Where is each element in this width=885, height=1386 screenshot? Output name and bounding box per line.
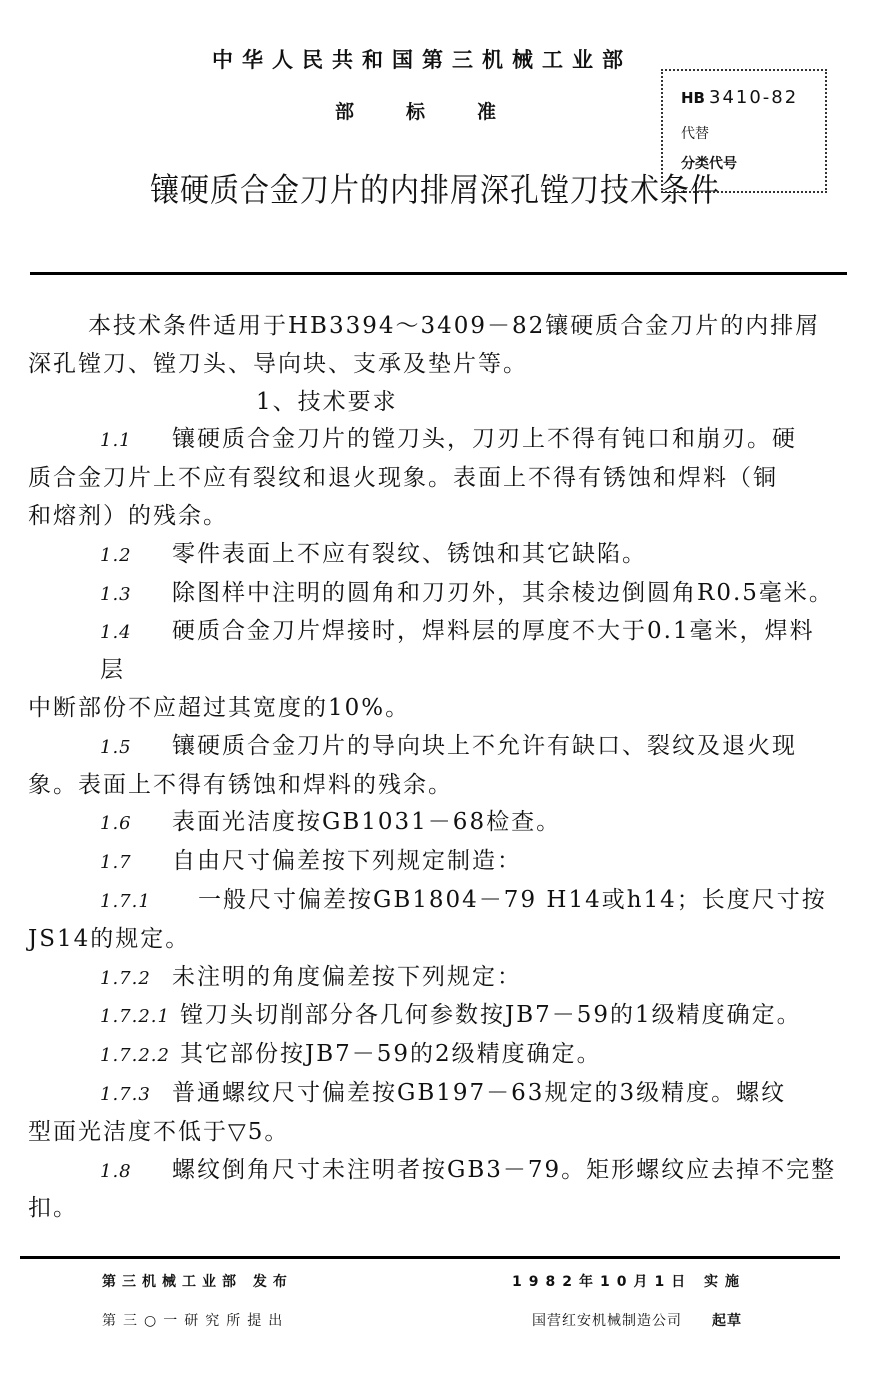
- footer-divider: [20, 1256, 840, 1259]
- clause-1-4: 1.4 硬质合金刀片焊接时，焊料层的厚度不大于0.1毫米，焊料层: [28, 613, 838, 690]
- standard-code: [681, 87, 798, 108]
- clause-1-7-1: 1.7.1 一般尺寸偏差按GB1804－79 H14或h14；长度尺寸按: [28, 882, 838, 921]
- clause-1-2: 1.2 零件表面上不应有裂纹、锈蚀和其它缺陷。: [28, 536, 838, 575]
- replaces-label: 代替: [681, 126, 709, 142]
- proposed-by: 第三○一研究所提出: [102, 1313, 290, 1329]
- clause-number: 1.7.3: [100, 1083, 151, 1105]
- code-number: 3410-82: [709, 87, 799, 108]
- clause-number: 1.7.2: [100, 967, 151, 989]
- clause-number: 1.1: [100, 430, 132, 452]
- clause-1-7: 1.7 自由尺寸偏差按下列规定制造：: [28, 843, 838, 882]
- clause-1-6: 1.6 表面光洁度按GB1031－68检查。: [28, 804, 838, 843]
- section-heading: 1、技术要求: [256, 388, 398, 415]
- header-divider: [30, 272, 847, 275]
- clause-number: 1.6: [100, 813, 132, 835]
- clause-1-7-2-2: 1.7.2.2 其它部份按JB7－59的2级精度确定。: [28, 1036, 838, 1075]
- standard-label-char: 准: [477, 101, 497, 123]
- clause-1-3: 1.3 除图样中注明的圆角和刀刃外，其余棱边倒圆角R0.5毫米。: [28, 575, 838, 614]
- issued-by: 第三机械工业部 发布: [102, 1274, 293, 1290]
- intro-paragraph-cont: 深孔镗刀、镗刀头、导向块、支承及垫片等。: [28, 350, 528, 377]
- standard-type-label: [335, 97, 548, 124]
- ministry-header: 中华人民共和国第三机械工业部: [212, 48, 632, 72]
- clause-1-7-2-1: 1.7.2.1 镗刀头切削部分各几何参数按JB7－59的1级精度确定。: [28, 997, 838, 1036]
- document-body: [28, 308, 838, 1228]
- clause-1-7-3: 1.7.3 普通螺纹尺寸偏差按GB197－63规定的3级精度。螺纹: [28, 1075, 838, 1114]
- clause-number: 1.7.2.1: [100, 1006, 170, 1028]
- drafted-label: 起草: [712, 1313, 742, 1329]
- clause-1-5-cont: 象。表面上不得有锈蚀和焊料的残余。: [28, 771, 453, 798]
- clause-number: 1.7: [100, 852, 132, 874]
- clause-1-7-1-cont: JS14的规定。: [28, 925, 191, 952]
- clause-number: 1.5: [100, 736, 132, 758]
- clause-number: 1.8: [100, 1160, 132, 1182]
- clause-1-1-cont: 质合金刀片上不应有裂纹和退火现象。表面上不得有锈蚀和焊料（铜: [28, 465, 778, 492]
- clause-1-8: 1.8 螺纹倒角尺寸未注明者按GB3－79。矩形螺纹应去掉不完整: [28, 1152, 838, 1191]
- standard-label-char: 标: [406, 101, 426, 123]
- effective-date: 1982年10月1日 实施: [512, 1274, 747, 1290]
- classification-label: 分类代号: [681, 156, 737, 172]
- code-prefix: HB: [681, 89, 705, 107]
- clause-1-5: 1.5 镶硬质合金刀片的导向块上不允许有缺口、裂纹及退火现: [28, 728, 838, 767]
- clause-1-7-3-cont: 型面光洁度不低于▽5。: [28, 1118, 290, 1145]
- clause-number: 1.2: [100, 544, 132, 566]
- drafting-organization: 国营红安机械制造公司: [532, 1313, 682, 1329]
- clause-1-7-2: 1.7.2 未注明的角度偏差按下列规定：: [28, 959, 838, 998]
- intro-paragraph: 本技术条件适用于HB3394～3409－82镶硬质合金刀片的内排屑: [88, 313, 821, 339]
- clause-1-4-cont: 中断部份不应超过其宽度的10%。: [28, 694, 411, 721]
- clause-number: 1.3: [100, 583, 132, 605]
- clause-number: 1.7.2.2: [100, 1045, 170, 1067]
- clause-1-8-cont: 扣。: [28, 1195, 78, 1222]
- document-title: 镶硬质合金刀片的内排屑深孔镗刀技术条件: [150, 170, 721, 209]
- clause-number: 1.4: [100, 622, 132, 644]
- standard-code-box: [661, 69, 827, 193]
- clause-1-1-cont: 和熔剂）的残余。: [28, 502, 228, 529]
- clause-number: 1.7.1: [100, 890, 151, 912]
- standard-label-char: 部: [335, 101, 355, 123]
- drafted-by: [532, 1310, 742, 1330]
- clause-1-1: 1.1 镶硬质合金刀片的镗刀头，刀刃上不得有钝口和崩刃。硬: [28, 421, 838, 460]
